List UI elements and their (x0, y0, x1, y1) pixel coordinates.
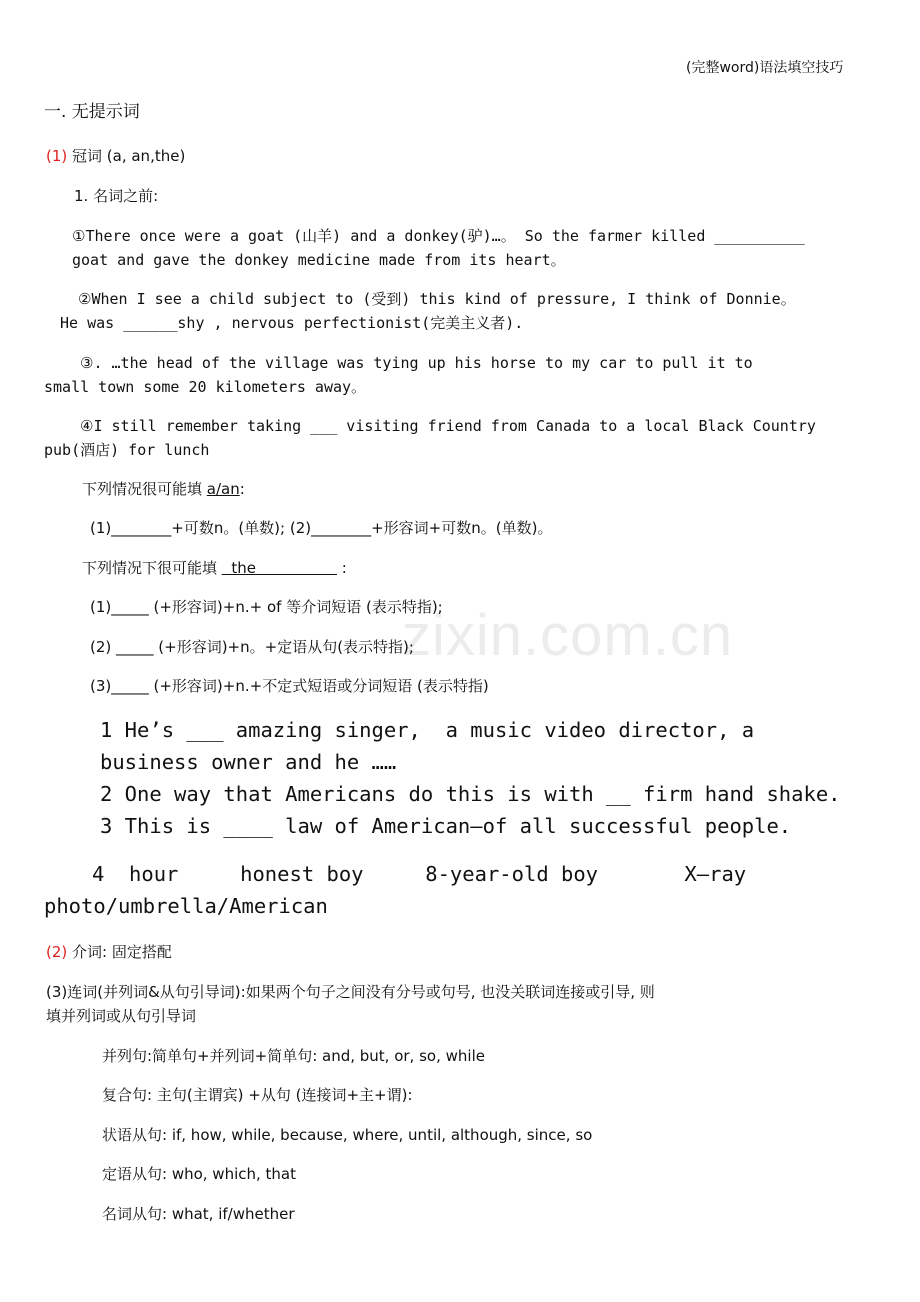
example-2-line-2: He was ______shy , nervous perfectionist(完美主义者). (60, 314, 524, 332)
part3-line-2: 填并列词或从句引导词 (46, 1007, 197, 1025)
the-keyword: the (221, 559, 337, 577)
exercise-1-line-1: 1 He’s ___ amazing singer, a music video director, a (100, 718, 755, 742)
exercise-4-line-1: 4 hour honest boy 8-year-old boy X—ray (92, 862, 747, 886)
example-1-line-2: goat and gave the donkey medicine made from its heart。 (72, 251, 566, 269)
part2-label: (2) (46, 943, 68, 961)
the-rule-3: (3)_____ (+形容词)+n.+不定式短语或分词短语 (表示特指) (90, 677, 489, 695)
aan-keyword: a/an (206, 480, 240, 498)
adverbial-clause-rule: 状语从句: if, how, while, because, where, until, although, since, so (102, 1126, 593, 1144)
part2-title: 介词: 固定搭配 (67, 943, 172, 961)
aan-rule: (1)________+可数n。(单数); (2)________+形容词+可数n。(单数)。 (90, 519, 553, 537)
part1-header (46, 146, 185, 166)
example-3-line-2: small town some 20 kilometers away。 (44, 378, 367, 396)
document-title: (完整word)语法填空技巧 (686, 60, 844, 76)
exercise-4-line-2: photo/umbrella/American (44, 894, 328, 918)
example-3-line-1: ③. …the head of the village was tying up his horse to my car to pull it to (80, 354, 753, 372)
exercise-1-line-2: business owner and he …… (100, 750, 397, 774)
example-4-line-2: pub(酒店) for lunch (44, 441, 210, 459)
aan-rule-heading (82, 479, 245, 499)
aan-prefix: 下列情况很可能填 (82, 480, 207, 498)
nominal-clause-rule: 名词从句: what, if/whether (102, 1205, 295, 1223)
attributive-clause-rule: 定语从句: who, which, that (102, 1165, 297, 1183)
the-rule-heading (82, 558, 347, 578)
subheading-before-noun: 1. 名词之前: (74, 187, 159, 205)
part1-label: (1) (46, 147, 68, 165)
part3-line-1: (3)连词(并列词&从句引导词):如果两个句子之间没有分号或句号, 也没关联词连接或引导, 则 (46, 983, 655, 1001)
example-2-line-1: ②When I see a child subject to (受到) this kind of pressure, I think of Donnie。 (78, 290, 796, 308)
section-heading: 一. 无提示词 (44, 102, 140, 122)
the-rule-2: (2) _____ (+形容词)+n。+定语从句(表示特指); (90, 638, 414, 656)
the-prefix: 下列情况下很可能填 (82, 559, 222, 577)
the-rule-1: (1)_____ (+形容词)+n.+ of 等介词短语 (表示特指); (90, 598, 443, 616)
example-1-line-1: ①There once were a goat (山羊) and a donkey(驴)…。 So the farmer killed __________ (72, 227, 805, 245)
aan-suffix: : (239, 480, 245, 498)
complex-sentence-rule: 复合句: 主句(主谓宾) +从句 (连接词+主+谓): (102, 1086, 413, 1104)
the-suffix: : (337, 559, 347, 577)
example-4-line-1: ④I still remember taking ___ visiting friend from Canada to a local Black Country (80, 417, 816, 435)
part1-title: 冠词 (a, an,the) (67, 147, 186, 165)
watermark: zixin.com.cn (402, 603, 734, 668)
exercise-2: 2 One way that Americans do this is with __ firm hand shake. (100, 782, 841, 806)
part2-header (46, 942, 172, 962)
compound-sentence-rule: 并列句:简单句+并列词+简单句: and, but, or, so, while (102, 1047, 485, 1065)
exercise-3: 3 This is ____ law of American—of all successful people. (100, 814, 792, 838)
